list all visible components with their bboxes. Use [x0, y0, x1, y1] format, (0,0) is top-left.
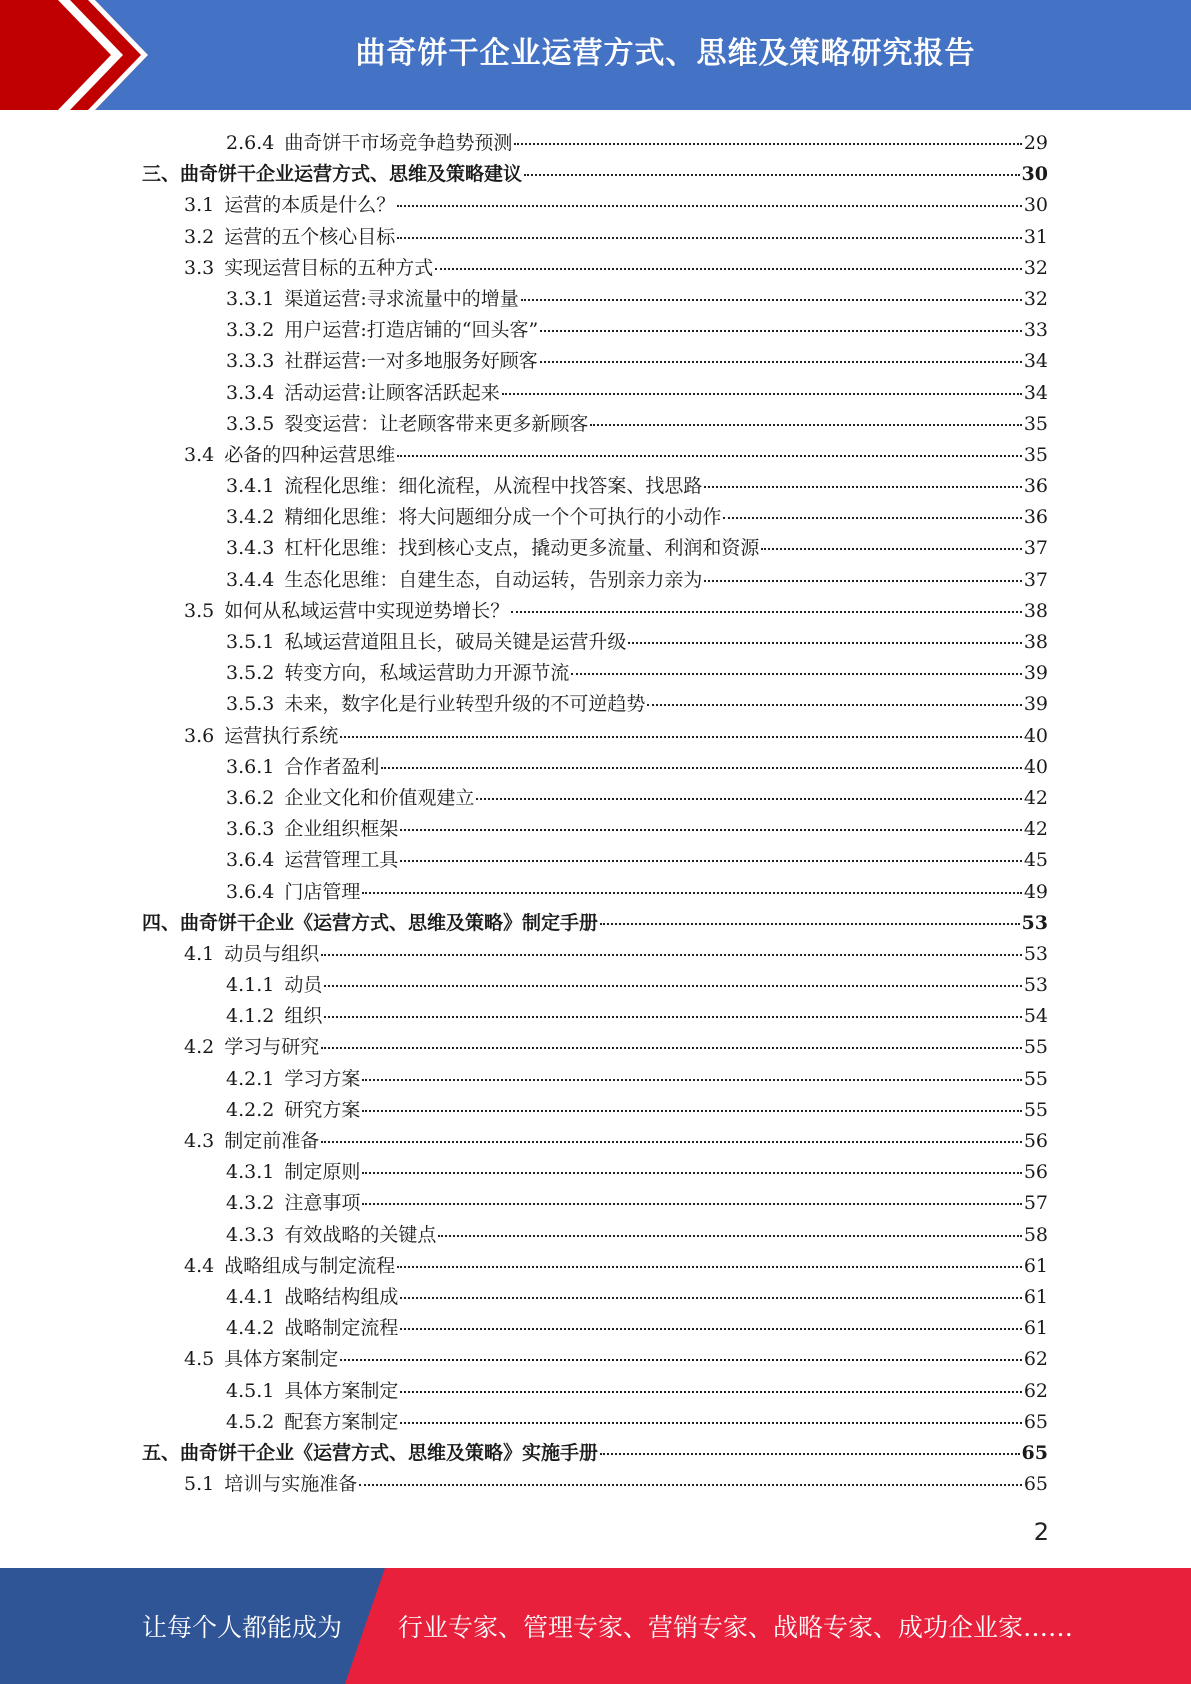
- toc-entry-page: 55: [1023, 1067, 1048, 1090]
- toc-entry-page: 53: [1023, 942, 1048, 965]
- toc-dot-leader: [362, 1203, 1021, 1205]
- toc-dot-leader: [628, 642, 1021, 644]
- toc-entry-title: 配套方案制定: [284, 1410, 399, 1433]
- toc-entry-number: 4.2.1: [226, 1067, 275, 1090]
- toc-entry[interactable]: [142, 1157, 1048, 1188]
- toc-entry[interactable]: [142, 471, 1048, 502]
- toc-entry-page: 33: [1023, 319, 1048, 342]
- toc-dot-leader: [514, 143, 1021, 145]
- page-footer: [0, 1568, 1191, 1684]
- toc-entry[interactable]: [142, 1251, 1048, 1282]
- toc-dot-leader: [590, 424, 1021, 426]
- toc-entry-title: 用户运营:打造店铺的“回头客”: [284, 319, 539, 342]
- toc-dot-leader: [600, 1453, 1020, 1455]
- toc-entry[interactable]: [142, 596, 1048, 627]
- toc-entry[interactable]: [142, 1001, 1048, 1032]
- toc-entry-title: 制定原则: [284, 1161, 361, 1184]
- toc-dot-leader: [540, 361, 1022, 363]
- toc-dot-leader: [362, 892, 1021, 894]
- toc-dot-leader: [397, 237, 1022, 239]
- toc-entry-title: 有效战略的关键点: [284, 1223, 437, 1246]
- toc-entry-title: 培训与实施准备: [224, 1473, 358, 1496]
- toc-entry-number: 4.3: [184, 1130, 215, 1152]
- toc-dot-leader: [362, 1172, 1021, 1174]
- toc-dot-leader: [397, 205, 1022, 207]
- toc-entry-number: 3.3: [184, 256, 215, 279]
- toc-entry[interactable]: [142, 1282, 1048, 1313]
- toc-entry-title: 流程化思维：细化流程，从流程中找答案、找思路: [284, 475, 703, 498]
- toc-entry-title: 五、曲奇饼干企业《运营方式、思维及策略》实施手册: [142, 1441, 599, 1464]
- toc-entry-number: 3.3.3: [226, 350, 275, 373]
- toc-entry[interactable]: [142, 440, 1048, 471]
- toc-entry-number: 4.3.2: [226, 1192, 275, 1215]
- report-title: 曲奇饼干企业运营方式、思维及策略研究报告: [355, 36, 976, 71]
- page-number: 2: [1033, 1518, 1049, 1546]
- toc-entry-page: 45: [1023, 849, 1048, 872]
- toc-entry-title: 学习方案: [284, 1067, 361, 1090]
- toc-entry-number: 4.1.1: [226, 974, 275, 997]
- toc-entry-page: 37: [1023, 568, 1048, 591]
- toc-entry[interactable]: [142, 970, 1048, 1001]
- toc-entry-title: 企业文化和价值观建立: [284, 786, 475, 809]
- toc-entry-title: 杠杆化思维：找到核心支点，撬动更多流量、利润和资源: [284, 537, 760, 560]
- toc-entry-number: 4.2: [184, 1036, 215, 1059]
- toc-entry-title: 四、曲奇饼干企业《运营方式、思维及策略》制定手册: [142, 911, 599, 934]
- toc-entry-page: 54: [1023, 1005, 1048, 1028]
- toc-entry-title: 学习与研究: [224, 1036, 320, 1059]
- toc-entry-number: 3.5.3: [226, 693, 275, 716]
- toc-entry-number: 3.6.4: [226, 849, 275, 872]
- toc-dot-leader: [521, 299, 1022, 301]
- toc-entry-title: 运营执行系统: [224, 724, 339, 747]
- toc-dot-leader: [400, 860, 1021, 862]
- toc-dot-leader: [502, 393, 1022, 395]
- toc-dot-leader: [397, 1266, 1022, 1268]
- toc-dot-leader: [324, 985, 1021, 987]
- toc-entry[interactable]: [142, 814, 1048, 845]
- toc-entry-page: 35: [1023, 412, 1048, 435]
- toc-entry-number: 4.3.3: [226, 1223, 275, 1246]
- toc-entry-page: 30: [1021, 163, 1048, 186]
- toc-entry[interactable]: [142, 627, 1048, 658]
- toc-entry-number: 4.4.1: [226, 1285, 275, 1308]
- toc-entry-title: 私域运营道阻且长，破局关键是运营升级: [284, 631, 627, 653]
- toc-dot-leader: [359, 1484, 1022, 1486]
- toc-entry-number: 3.4.1: [226, 475, 275, 498]
- toc-entry-title: 注意事项: [284, 1192, 361, 1215]
- toc-entry-page: 65: [1023, 1473, 1048, 1496]
- toc-entry[interactable]: [142, 939, 1048, 970]
- toc-dot-leader: [400, 1328, 1021, 1330]
- toc-entry-page: 55: [1023, 1098, 1048, 1121]
- toc-entry-title: 战略组成与制定流程: [224, 1254, 396, 1277]
- toc-dot-leader: [400, 829, 1021, 831]
- toc-entry-title: 未来，数字化是行业转型升级的不可逆趋势: [284, 693, 646, 716]
- toc-dot-leader: [340, 736, 1022, 738]
- toc-entry-title: 企业组织框架: [284, 818, 399, 841]
- toc-entry-page: 56: [1023, 1130, 1048, 1152]
- toc-entry-page: 30: [1023, 194, 1048, 217]
- toc-entry[interactable]: [142, 1376, 1048, 1407]
- toc-entry-number: 3.5: [184, 599, 215, 622]
- toc-entry-page: 58: [1023, 1223, 1048, 1246]
- toc-dot-leader: [321, 1047, 1022, 1049]
- toc-entry-title: 三、曲奇饼干企业运营方式、思维及策略建议: [142, 163, 523, 186]
- toc-entry-title: 战略结构组成: [284, 1285, 399, 1308]
- toc-entry-number: 4.4: [184, 1254, 215, 1277]
- toc-entry[interactable]: [142, 1064, 1048, 1095]
- toc-dot-leader: [400, 1422, 1021, 1424]
- toc-entry-page: 32: [1023, 287, 1048, 310]
- toc-entry[interactable]: [142, 908, 1048, 939]
- toc-entry[interactable]: [142, 689, 1048, 720]
- toc-entry-number: 5.1: [184, 1473, 215, 1496]
- toc-entry[interactable]: [142, 315, 1048, 346]
- toc-entry-page: 35: [1023, 443, 1048, 466]
- toc-entry-number: 3.3.4: [226, 381, 275, 404]
- toc-entry[interactable]: [142, 721, 1048, 752]
- toc-dot-leader: [362, 1079, 1021, 1081]
- toc-entry[interactable]: [142, 159, 1048, 190]
- toc-entry[interactable]: [142, 783, 1048, 814]
- toc-entry-title: 动员: [284, 974, 323, 997]
- toc-dot-leader: [540, 330, 1022, 332]
- toc-entry-page: 61: [1023, 1317, 1048, 1340]
- toc-dot-leader: [397, 455, 1022, 457]
- toc-entry[interactable]: [142, 409, 1048, 440]
- toc-entry-number: 3.6: [184, 724, 215, 747]
- toc-entry[interactable]: [142, 1220, 1048, 1251]
- toc-dot-leader: [476, 798, 1021, 800]
- toc-dot-leader: [400, 1297, 1021, 1299]
- toc-entry-title: 动员与组织: [224, 942, 320, 965]
- toc-dot-leader: [524, 174, 1020, 176]
- toc-entry-page: 39: [1023, 693, 1048, 716]
- toc-entry[interactable]: [142, 1032, 1048, 1063]
- toc-entry-number: 3.3.5: [226, 412, 275, 435]
- toc-entry-page: 62: [1023, 1348, 1048, 1371]
- toc-entry[interactable]: [142, 752, 1048, 783]
- toc-entry-number: 4.2.2: [226, 1098, 275, 1121]
- toc-entry-number: 3.4.4: [226, 568, 275, 591]
- toc-entry[interactable]: [142, 284, 1048, 315]
- toc-dot-leader: [704, 486, 1021, 488]
- toc-entry[interactable]: [142, 1407, 1048, 1438]
- toc-entry-number: 4.5.2: [226, 1410, 275, 1433]
- toc-entry-title: 曲奇饼干市场竞争趋势预测: [284, 132, 513, 154]
- toc-entry-title: 运营的五个核心目标: [224, 225, 396, 248]
- toc-entry-number: 3.6.2: [226, 786, 275, 809]
- toc-entry-title: 转变方向，私域运营助力开源节流: [284, 662, 570, 685]
- toc-entry-page: 31: [1023, 225, 1048, 248]
- toc-entry-page: 40: [1023, 724, 1048, 747]
- toc-entry-page: 39: [1023, 662, 1048, 685]
- toc-entry-page: 36: [1023, 475, 1048, 498]
- toc-entry[interactable]: [142, 190, 1048, 221]
- footer-slogan-right: 行业专家、管理专家、营销专家、战略专家、成功企业家……: [398, 1613, 1074, 1642]
- toc-entry-title: 社群运营:一对多地服务好顾客: [284, 350, 538, 373]
- toc-entry-page: 56: [1023, 1161, 1048, 1184]
- toc-entry-title: 具体方案制定: [224, 1348, 339, 1371]
- toc-dot-leader: [321, 1141, 1022, 1143]
- toc-entry-number: 2.6.4: [226, 132, 275, 154]
- toc-entry[interactable]: [142, 128, 1048, 159]
- toc-entry-page: 32: [1023, 256, 1048, 279]
- toc-dot-leader: [321, 954, 1022, 956]
- toc-entry-page: 40: [1023, 755, 1048, 778]
- toc-entry-number: 3.6.1: [226, 755, 275, 778]
- toc-entry-number: 4.3.1: [226, 1161, 275, 1184]
- toc-entry-title: 具体方案制定: [284, 1379, 399, 1402]
- toc-entry-page: 34: [1023, 381, 1048, 404]
- toc-dot-leader: [400, 1391, 1021, 1393]
- toc-entry-number: 4.5.1: [226, 1379, 275, 1402]
- toc-entry[interactable]: [142, 1438, 1048, 1469]
- toc-entry[interactable]: [142, 378, 1048, 409]
- toc-entry-number: 3.6.4: [226, 880, 275, 903]
- toc-entry-number: 3.6.3: [226, 818, 275, 841]
- toc-entry[interactable]: [142, 1126, 1048, 1157]
- toc-entry[interactable]: [142, 1095, 1048, 1126]
- toc-dot-leader: [340, 1359, 1022, 1361]
- toc-entry-number: 4.1.2: [226, 1005, 275, 1028]
- toc-entry-page: 42: [1023, 818, 1048, 841]
- toc-entry[interactable]: [142, 253, 1048, 284]
- footer-slogan-left: 让每个人都能成为: [142, 1613, 343, 1642]
- toc-dot-leader: [381, 767, 1021, 769]
- toc-dot-leader: [324, 1016, 1021, 1018]
- toc-entry-title: 必备的四种运营思维: [224, 443, 396, 466]
- toc-entry-title: 合作者盈利: [284, 755, 380, 778]
- toc-entry-number: 3.5.1: [226, 631, 275, 653]
- toc-entry[interactable]: [142, 502, 1048, 533]
- toc-entry-page: 65: [1021, 1441, 1048, 1464]
- toc-entry[interactable]: [142, 877, 1048, 908]
- toc-entry-page: 38: [1023, 599, 1048, 622]
- toc-entry[interactable]: [142, 1469, 1048, 1500]
- page-header: [0, 0, 1191, 110]
- toc-entry-number: 4.5: [184, 1348, 215, 1371]
- toc-entry-number: 3.3.2: [226, 319, 275, 342]
- toc-entry-page: 38: [1023, 631, 1048, 653]
- toc-dot-leader: [511, 611, 1022, 613]
- toc-entry-title: 运营的本质是什么？: [224, 194, 396, 217]
- toc-entry-number: 3.5.2: [226, 662, 275, 685]
- toc-dot-leader: [704, 580, 1021, 582]
- toc-dot-leader: [600, 923, 1020, 925]
- toc-entry-title: 如何从私域运营中实现逆势增长？: [224, 599, 510, 622]
- toc-entry-number: 3.2: [184, 225, 215, 248]
- toc-dot-leader: [438, 1235, 1021, 1237]
- toc-entry-number: 3.3.1: [226, 287, 275, 310]
- toc-entry-page: 36: [1023, 506, 1048, 529]
- toc-dot-leader: [761, 548, 1021, 550]
- toc-entry-page: 57: [1023, 1192, 1048, 1215]
- toc-entry-page: 42: [1023, 786, 1048, 809]
- toc-entry-title: 运营管理工具: [284, 849, 399, 872]
- toc-dot-leader: [435, 268, 1022, 270]
- toc-entry-title: 裂变运营：让老顾客带来更多新顾客: [284, 412, 589, 435]
- toc-entry-title: 战略制定流程: [284, 1317, 399, 1340]
- toc-entry[interactable]: [142, 845, 1048, 876]
- toc-entry-page: 62: [1023, 1379, 1048, 1402]
- toc-entry-title: 实现运营目标的五种方式: [224, 256, 434, 279]
- toc-entry-number: 4.1: [184, 942, 215, 965]
- toc-entry[interactable]: [142, 565, 1048, 596]
- toc-entry[interactable]: [142, 346, 1048, 377]
- toc-entry-number: 4.4.2: [226, 1317, 275, 1340]
- toc-entry-page: 61: [1023, 1254, 1048, 1277]
- toc-entry-title: 活动运营:让顾客活跃起来: [284, 381, 500, 404]
- toc-entry[interactable]: [142, 658, 1048, 689]
- toc-entry-page: 34: [1023, 350, 1048, 373]
- toc-entry-number: 3.4: [184, 443, 215, 466]
- toc-entry[interactable]: [142, 1313, 1048, 1344]
- toc-entry-number: 3.4.3: [226, 537, 275, 560]
- toc-entry-page: 29: [1023, 132, 1048, 154]
- toc-entry-title: 制定前准备: [224, 1130, 320, 1152]
- toc-entry-number: 3.1: [184, 194, 215, 217]
- toc-entry-title: 门店管理: [284, 880, 361, 903]
- toc-entry-page: 49: [1023, 880, 1048, 903]
- toc-dot-leader: [362, 1110, 1021, 1112]
- toc-entry-page: 37: [1023, 537, 1048, 560]
- toc-entry-title: 精细化思维：将大问题细分成一个个可执行的小动作: [284, 506, 722, 529]
- toc-entry-number: 3.4.2: [226, 506, 275, 529]
- toc-entry-title: 渠道运营:寻求流量中的增量: [284, 287, 519, 310]
- toc-dot-leader: [647, 704, 1021, 706]
- toc-dot-leader: [723, 517, 1021, 519]
- toc-entry-title: 生态化思维：自建生态，自动运转，告别亲力亲为: [284, 568, 703, 591]
- toc-entry[interactable]: [142, 222, 1048, 253]
- toc-entry[interactable]: [142, 1344, 1048, 1375]
- toc-entry[interactable]: [142, 533, 1048, 564]
- toc-entry-page: 53: [1021, 911, 1048, 934]
- toc-entry-page: 65: [1023, 1410, 1048, 1433]
- toc-entry[interactable]: [142, 1188, 1048, 1219]
- toc-dot-leader: [571, 673, 1021, 675]
- toc-entry-page: 61: [1023, 1285, 1048, 1308]
- toc-entry-title: 组织: [284, 1005, 323, 1028]
- toc-entry-page: 53: [1023, 974, 1048, 997]
- table-of-contents: [142, 128, 1048, 1500]
- toc-entry-page: 55: [1023, 1036, 1048, 1059]
- toc-entry-title: 研究方案: [284, 1098, 361, 1121]
